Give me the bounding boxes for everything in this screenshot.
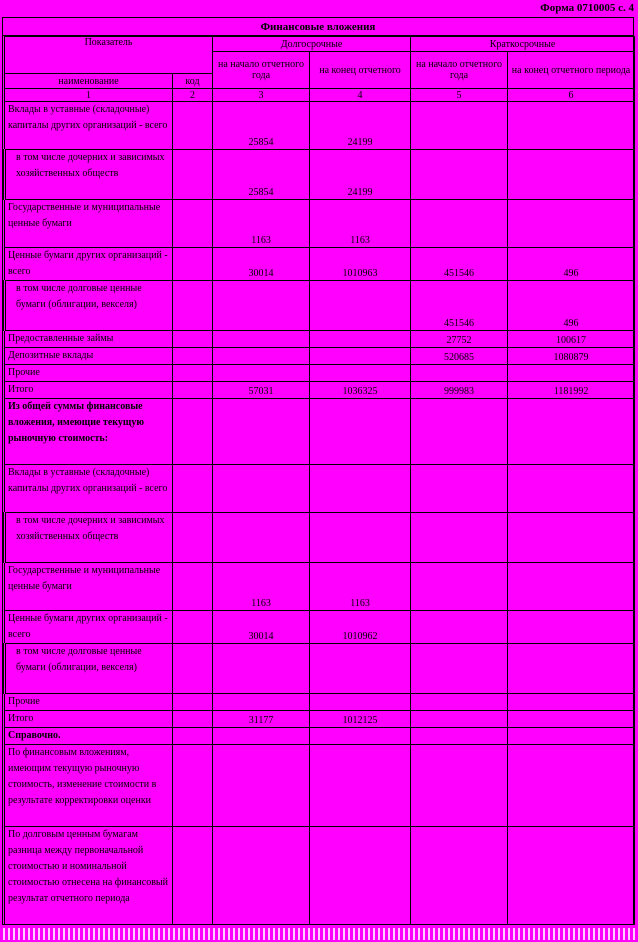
table-row: [5, 399, 635, 465]
row-lt-start: 25854: [213, 150, 310, 200]
row-st-start: 27752: [411, 331, 508, 348]
row-st-start: [411, 745, 508, 827]
table-row: [5, 644, 635, 694]
row-code: [173, 711, 213, 728]
row-st-end: [508, 711, 635, 728]
row-st-start: [411, 150, 508, 200]
row-st-start: [411, 644, 508, 694]
row-lt-end: [310, 827, 411, 925]
row-st-end: 100617: [508, 331, 635, 348]
row-lt-start: 30014: [213, 248, 310, 281]
row-st-start: [411, 711, 508, 728]
row-st-end: [508, 513, 635, 563]
table-row: [5, 694, 635, 711]
row-st-end: 1080879: [508, 348, 635, 365]
row-lt-end: 1010963: [310, 248, 411, 281]
row-code: [173, 513, 213, 563]
row-name: Государственные и муниципальные ценные бумаги: [5, 563, 173, 611]
row-lt-end: [310, 399, 411, 465]
row-lt-start: [213, 331, 310, 348]
form-label: Форма 0710005 с. 4: [540, 2, 634, 14]
row-name: Вклады в уставные (складочные) капиталы других организаций - всего: [5, 102, 173, 150]
table-row: [5, 563, 635, 611]
row-lt-start: 30014: [213, 611, 310, 644]
row-lt-end: [310, 281, 411, 331]
row-code: [173, 281, 213, 331]
row-name: Вклады в уставные (складочные) капиталы других организаций - всего: [5, 465, 173, 513]
header-indicator: Показатель: [5, 37, 213, 74]
row-code: [173, 365, 213, 382]
row-lt-start: [213, 694, 310, 711]
row-st-end: [508, 399, 635, 465]
row-lt-start: [213, 728, 310, 745]
row-lt-start: 25854: [213, 102, 310, 150]
row-name: По финансовым вложениям, имеющим текущую рыночную стоимость, изменение стоимости в результате корректировки оценки: [5, 745, 173, 827]
row-st-end: 496: [508, 248, 635, 281]
row-code: [173, 200, 213, 248]
row-st-end: [508, 563, 635, 611]
header-code: код: [173, 74, 213, 89]
col-num-1: 1: [5, 89, 173, 102]
row-code: [173, 465, 213, 513]
table-row: [5, 745, 635, 827]
row-st-start: [411, 102, 508, 150]
row-st-end: [508, 745, 635, 827]
table-row: [5, 348, 635, 365]
row-lt-end: 1163: [310, 200, 411, 248]
row-st-end: [508, 150, 635, 200]
row-name: в том числе долговые ценные бумаги (облигации, векселя): [5, 644, 173, 694]
row-code: [173, 399, 213, 465]
row-code: [173, 694, 213, 711]
row-name: Итого: [5, 382, 173, 399]
row-name: Из общей суммы финансовые вложения, имеющие текущую рыночную стоимость:: [5, 399, 173, 465]
row-code: [173, 563, 213, 611]
row-name: Справочно.: [5, 728, 173, 745]
row-st-end: [508, 102, 635, 150]
row-lt-start: [213, 348, 310, 365]
row-lt-start: 1163: [213, 200, 310, 248]
row-code: [173, 248, 213, 281]
row-st-end: [508, 611, 635, 644]
row-lt-start: [213, 365, 310, 382]
row-st-end: [508, 644, 635, 694]
row-lt-end: [310, 728, 411, 745]
row-code: [173, 348, 213, 365]
row-lt-end: 24199: [310, 102, 411, 150]
row-name: Ценные бумаги других организаций - всего: [5, 248, 173, 281]
row-code: [173, 331, 213, 348]
row-lt-end: [310, 745, 411, 827]
table-row: [5, 200, 635, 248]
row-lt-end: 24199: [310, 150, 411, 200]
row-st-start: 451546: [411, 248, 508, 281]
row-lt-start: [213, 644, 310, 694]
row-lt-start: [213, 513, 310, 563]
row-lt-end: [310, 644, 411, 694]
row-code: [173, 728, 213, 745]
row-name: в том числе дочерних и зависимых хозяйственных обществ: [5, 513, 173, 563]
table-row: [5, 513, 635, 563]
row-st-start: [411, 694, 508, 711]
row-code: [173, 611, 213, 644]
row-name: Прочие: [5, 365, 173, 382]
row-name: в том числе долговые ценные бумаги (облигации, векселя): [5, 281, 173, 331]
row-lt-start: 1163: [213, 563, 310, 611]
header-short-term: Краткосрочные: [411, 37, 635, 52]
row-lt-end: [310, 513, 411, 563]
header-st-start: на начало отчетного года: [411, 52, 508, 89]
row-st-start: [411, 200, 508, 248]
col-num-2: 2: [173, 89, 213, 102]
table-row: [5, 331, 635, 348]
col-num-6: 6: [508, 89, 635, 102]
row-name: По долговым ценным бумагам разница между первоначальной стоимостью и номинальной стоимостью отнесена на финансовый результат отчетного периода: [5, 827, 173, 925]
header-long-term: Долгосрочные: [213, 37, 411, 52]
row-st-end: [508, 465, 635, 513]
table-row: [5, 382, 635, 399]
row-st-end: [508, 200, 635, 248]
header-st-end: на конец отчетного периода: [508, 52, 635, 89]
table-row: [5, 827, 635, 925]
row-lt-start: [213, 465, 310, 513]
row-code: [173, 382, 213, 399]
row-lt-start: [213, 745, 310, 827]
table-row: [5, 102, 635, 150]
row-st-start: [411, 513, 508, 563]
row-name: Предоставленные займы: [5, 331, 173, 348]
header-lt-end: на конец отчетного: [310, 52, 411, 89]
row-lt-end: [310, 365, 411, 382]
row-st-end: [508, 694, 635, 711]
table-row: [5, 465, 635, 513]
table-row: [5, 728, 635, 745]
row-name: Итого: [5, 711, 173, 728]
header-name: наименование: [5, 74, 173, 89]
row-lt-end: [310, 694, 411, 711]
row-st-start: [411, 365, 508, 382]
section-title: Финансовые вложения: [3, 18, 633, 36]
row-st-start: [411, 465, 508, 513]
row-st-start: [411, 827, 508, 925]
row-lt-end: 1163: [310, 563, 411, 611]
table-row: [5, 150, 635, 200]
table-row: [5, 711, 635, 728]
row-name: Ценные бумаги других организаций - всего: [5, 611, 173, 644]
col-num-5: 5: [411, 89, 508, 102]
row-st-start: [411, 728, 508, 745]
financial-investments-table: [3, 36, 635, 925]
row-st-start: [411, 563, 508, 611]
row-code: [173, 102, 213, 150]
financial-investments-section: [2, 17, 634, 925]
row-st-end: 1181992: [508, 382, 635, 399]
row-st-start: 451546: [411, 281, 508, 331]
row-name: Прочие: [5, 694, 173, 711]
row-st-end: 496: [508, 281, 635, 331]
row-st-start: [411, 611, 508, 644]
table-row: [5, 248, 635, 281]
row-st-start: 999983: [411, 382, 508, 399]
row-lt-end: [310, 465, 411, 513]
row-st-end: [508, 365, 635, 382]
col-num-3: 3: [213, 89, 310, 102]
row-code: [173, 644, 213, 694]
row-lt-start: [213, 281, 310, 331]
row-st-end: [508, 728, 635, 745]
row-lt-start: 31177: [213, 711, 310, 728]
row-code: [173, 827, 213, 925]
footer-bar: [0, 928, 638, 940]
row-name: Депозитные вклады: [5, 348, 173, 365]
row-lt-end: [310, 348, 411, 365]
row-lt-start: 57031: [213, 382, 310, 399]
row-lt-start: [213, 399, 310, 465]
col-num-4: 4: [310, 89, 411, 102]
table-row: [5, 281, 635, 331]
row-st-end: [508, 827, 635, 925]
table-row: [5, 611, 635, 644]
row-name: в том числе дочерних и зависимых хозяйственных обществ: [5, 150, 173, 200]
row-lt-start: [213, 827, 310, 925]
row-lt-end: 1012125: [310, 711, 411, 728]
row-code: [173, 150, 213, 200]
table-row: [5, 365, 635, 382]
row-code: [173, 745, 213, 827]
header-lt-start: на начало отчетного года: [213, 52, 310, 89]
row-lt-end: 1010962: [310, 611, 411, 644]
row-lt-end: 1036325: [310, 382, 411, 399]
row-name: Государственные и муниципальные ценные бумаги: [5, 200, 173, 248]
row-lt-end: [310, 331, 411, 348]
row-st-start: [411, 399, 508, 465]
row-st-start: 520685: [411, 348, 508, 365]
